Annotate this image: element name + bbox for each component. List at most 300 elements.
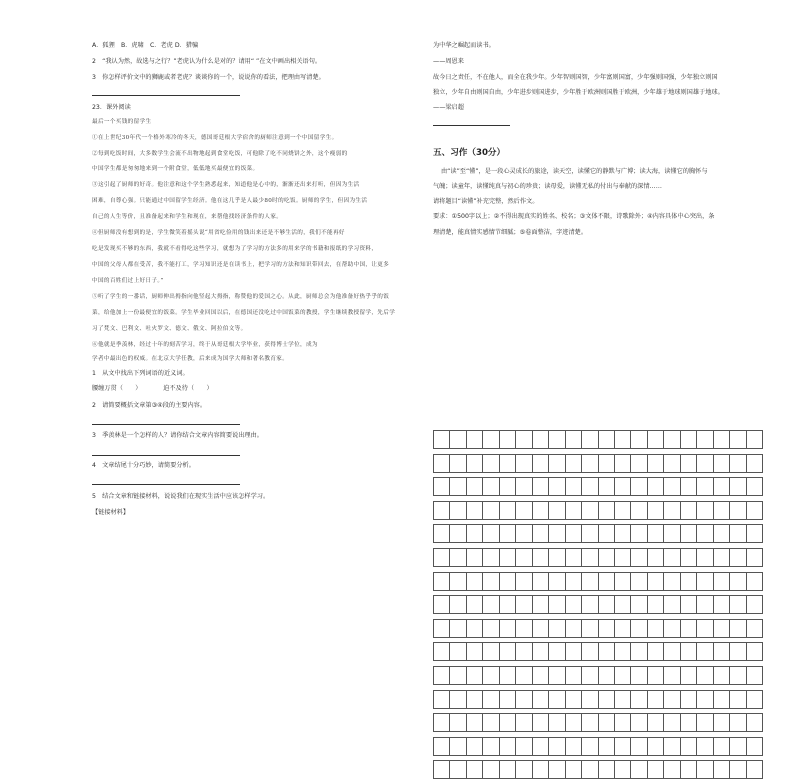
grid-cell[interactable] [483,738,499,755]
grid-cell[interactable] [747,478,763,495]
grid-cell[interactable] [450,478,466,495]
grid-cell[interactable] [714,620,730,637]
grid-cell[interactable] [615,620,631,637]
grid-cell[interactable] [681,596,697,613]
grid-cell[interactable] [533,596,549,613]
grid-cell[interactable] [730,714,746,731]
grid-cell[interactable] [450,431,466,448]
grid-cell[interactable] [599,431,615,448]
grid-cell[interactable] [483,643,499,660]
grid-cell[interactable] [549,667,565,684]
grid-cell[interactable] [582,455,598,472]
grid-cell[interactable] [566,620,582,637]
grid-cell[interactable] [516,643,532,660]
grid-cell[interactable] [681,431,697,448]
grid-cell[interactable] [730,525,746,542]
grid-cell[interactable] [467,596,483,613]
grid-cell[interactable] [500,738,516,755]
grid-cell[interactable] [549,761,565,778]
grid-cell[interactable] [631,573,647,590]
grid-cell[interactable] [533,525,549,542]
grid-cell[interactable] [434,478,450,495]
grid-cell[interactable] [483,478,499,495]
grid-cell[interactable] [599,667,615,684]
grid-cell[interactable] [483,549,499,566]
grid-cell[interactable] [664,525,680,542]
grid-cell[interactable] [730,667,746,684]
grid-cell[interactable] [615,549,631,566]
grid-cell[interactable] [450,573,466,590]
grid-cell[interactable] [582,525,598,542]
grid-cell[interactable] [615,761,631,778]
grid-cell[interactable] [450,502,466,519]
grid-cell[interactable] [697,431,713,448]
grid-cell[interactable] [483,761,499,778]
grid-cell[interactable] [549,691,565,708]
grid-cell[interactable] [516,761,532,778]
grid-cell[interactable] [434,714,450,731]
grid-cell[interactable] [467,431,483,448]
grid-cell[interactable] [500,549,516,566]
grid-cell[interactable] [582,643,598,660]
grid-cell[interactable] [516,596,532,613]
grid-cell[interactable] [730,761,746,778]
grid-cell[interactable] [450,714,466,731]
grid-cell[interactable] [631,714,647,731]
grid-cell[interactable] [582,502,598,519]
grid-cell[interactable] [664,738,680,755]
grid-cell[interactable] [467,525,483,542]
grid-cell[interactable] [434,549,450,566]
grid-cell[interactable] [566,596,582,613]
grid-cell[interactable] [714,525,730,542]
grid-cell[interactable] [697,573,713,590]
grid-cell[interactable] [631,620,647,637]
grid-cell[interactable] [516,714,532,731]
grid-cell[interactable] [566,549,582,566]
grid-cell[interactable] [615,643,631,660]
grid-cell[interactable] [549,549,565,566]
grid-cell[interactable] [533,761,549,778]
grid-cell[interactable] [483,455,499,472]
grid-cell[interactable] [467,502,483,519]
grid-cell[interactable] [631,431,647,448]
grid-cell[interactable] [467,549,483,566]
grid-cell[interactable] [599,455,615,472]
grid-cell[interactable] [664,573,680,590]
grid-cell[interactable] [697,478,713,495]
grid-cell[interactable] [681,455,697,472]
grid-cell[interactable] [582,738,598,755]
grid-cell[interactable] [697,643,713,660]
grid-cell[interactable] [483,620,499,637]
grid-cell[interactable] [681,714,697,731]
grid-cell[interactable] [747,573,763,590]
grid-cell[interactable] [664,761,680,778]
grid-cell[interactable] [549,478,565,495]
grid-cell[interactable] [747,761,763,778]
grid-cell[interactable] [516,455,532,472]
grid-cell[interactable] [483,596,499,613]
grid-cell[interactable] [714,667,730,684]
grid-cell[interactable] [697,667,713,684]
grid-cell[interactable] [434,761,450,778]
grid-cell[interactable] [500,455,516,472]
grid-cell[interactable] [599,478,615,495]
grid-cell[interactable] [714,502,730,519]
grid-cell[interactable] [730,455,746,472]
grid-cell[interactable] [434,738,450,755]
grid-cell[interactable] [615,667,631,684]
grid-cell[interactable] [664,596,680,613]
grid-cell[interactable] [615,478,631,495]
grid-cell[interactable] [714,455,730,472]
grid-cell[interactable] [566,738,582,755]
grid-cell[interactable] [549,738,565,755]
grid-cell[interactable] [648,643,664,660]
grid-cell[interactable] [714,573,730,590]
grid-cell[interactable] [747,455,763,472]
grid-cell[interactable] [533,667,549,684]
grid-cell[interactable] [599,596,615,613]
grid-cell[interactable] [533,620,549,637]
grid-cell[interactable] [599,620,615,637]
grid-cell[interactable] [450,738,466,755]
grid-cell[interactable] [631,691,647,708]
grid-cell[interactable] [747,502,763,519]
grid-cell[interactable] [434,525,450,542]
grid-cell[interactable] [549,455,565,472]
grid-cell[interactable] [747,596,763,613]
grid-cell[interactable] [549,714,565,731]
grid-cell[interactable] [582,691,598,708]
grid-cell[interactable] [697,596,713,613]
grid-cell[interactable] [714,431,730,448]
grid-cell[interactable] [615,596,631,613]
grid-cell[interactable] [450,643,466,660]
grid-cell[interactable] [434,643,450,660]
grid-cell[interactable] [434,691,450,708]
grid-cell[interactable] [467,761,483,778]
grid-cell[interactable] [566,525,582,542]
grid-cell[interactable] [714,691,730,708]
grid-cell[interactable] [467,455,483,472]
grid-cell[interactable] [664,455,680,472]
grid-cell[interactable] [434,431,450,448]
grid-cell[interactable] [500,525,516,542]
grid-cell[interactable] [631,502,647,519]
grid-cell[interactable] [566,502,582,519]
grid-cell[interactable] [516,478,532,495]
grid-cell[interactable] [697,691,713,708]
grid-cell[interactable] [599,573,615,590]
grid-cell[interactable] [681,643,697,660]
grid-cell[interactable] [500,761,516,778]
grid-cell[interactable] [434,620,450,637]
grid-cell[interactable] [631,667,647,684]
grid-cell[interactable] [648,761,664,778]
grid-cell[interactable] [434,455,450,472]
grid-cell[interactable] [664,691,680,708]
grid-cell[interactable] [681,738,697,755]
grid-cell[interactable] [631,478,647,495]
grid-cell[interactable] [549,431,565,448]
grid-cell[interactable] [615,573,631,590]
grid-cell[interactable] [467,667,483,684]
grid-cell[interactable] [582,761,598,778]
grid-cell[interactable] [631,643,647,660]
grid-cell[interactable] [730,596,746,613]
grid-cell[interactable] [549,502,565,519]
grid-cell[interactable] [500,502,516,519]
grid-cell[interactable] [599,761,615,778]
grid-cell[interactable] [500,573,516,590]
grid-cell[interactable] [566,714,582,731]
grid-cell[interactable] [533,691,549,708]
grid-cell[interactable] [648,596,664,613]
grid-cell[interactable] [582,478,598,495]
grid-cell[interactable] [730,573,746,590]
grid-cell[interactable] [648,714,664,731]
grid-cell[interactable] [599,714,615,731]
grid-cell[interactable] [747,431,763,448]
grid-cell[interactable] [681,667,697,684]
grid-cell[interactable] [467,620,483,637]
grid-cell[interactable] [681,620,697,637]
grid-cell[interactable] [730,620,746,637]
grid-cell[interactable] [664,502,680,519]
grid-cell[interactable] [533,573,549,590]
grid-cell[interactable] [500,620,516,637]
grid-cell[interactable] [582,573,598,590]
grid-cell[interactable] [434,667,450,684]
writing-grid[interactable] [433,430,763,784]
grid-cell[interactable] [714,478,730,495]
grid-cell[interactable] [450,761,466,778]
grid-cell[interactable] [599,643,615,660]
grid-cell[interactable] [648,455,664,472]
grid-cell[interactable] [533,714,549,731]
grid-cell[interactable] [566,761,582,778]
grid-cell[interactable] [599,738,615,755]
grid-cell[interactable] [467,478,483,495]
grid-cell[interactable] [599,549,615,566]
grid-cell[interactable] [697,502,713,519]
grid-cell[interactable] [516,691,532,708]
grid-cell[interactable] [483,714,499,731]
grid-cell[interactable] [664,549,680,566]
grid-cell[interactable] [450,667,466,684]
grid-cell[interactable] [533,738,549,755]
grid-cell[interactable] [549,525,565,542]
grid-cell[interactable] [566,667,582,684]
grid-cell[interactable] [648,502,664,519]
grid-cell[interactable] [615,431,631,448]
grid-cell[interactable] [747,549,763,566]
grid-cell[interactable] [533,431,549,448]
grid-cell[interactable] [566,691,582,708]
grid-cell[interactable] [582,596,598,613]
grid-cell[interactable] [549,573,565,590]
grid-cell[interactable] [549,596,565,613]
grid-cell[interactable] [582,431,598,448]
grid-cell[interactable] [582,714,598,731]
grid-cell[interactable] [631,596,647,613]
grid-cell[interactable] [500,596,516,613]
grid-cell[interactable] [500,667,516,684]
grid-cell[interactable] [730,738,746,755]
grid-cell[interactable] [450,455,466,472]
grid-cell[interactable] [615,502,631,519]
grid-cell[interactable] [582,549,598,566]
grid-cell[interactable] [714,761,730,778]
grid-cell[interactable] [566,478,582,495]
grid-cell[interactable] [483,573,499,590]
grid-cell[interactable] [516,620,532,637]
grid-cell[interactable] [697,761,713,778]
grid-cell[interactable] [681,502,697,519]
grid-cell[interactable] [467,643,483,660]
grid-cell[interactable] [566,643,582,660]
grid-cell[interactable] [434,596,450,613]
grid-cell[interactable] [582,667,598,684]
grid-cell[interactable] [681,691,697,708]
grid-cell[interactable] [730,549,746,566]
grid-cell[interactable] [467,738,483,755]
grid-cell[interactable] [599,525,615,542]
grid-cell[interactable] [747,525,763,542]
grid-cell[interactable] [516,431,532,448]
grid-cell[interactable] [697,714,713,731]
grid-cell[interactable] [648,431,664,448]
grid-cell[interactable] [450,620,466,637]
grid-cell[interactable] [500,714,516,731]
grid-cell[interactable] [516,573,532,590]
grid-cell[interactable] [450,525,466,542]
grid-cell[interactable] [730,691,746,708]
grid-cell[interactable] [533,502,549,519]
grid-cell[interactable] [697,620,713,637]
grid-cell[interactable] [747,643,763,660]
grid-cell[interactable] [648,525,664,542]
grid-cell[interactable] [500,431,516,448]
grid-cell[interactable] [747,738,763,755]
grid-cell[interactable] [483,525,499,542]
grid-cell[interactable] [747,667,763,684]
grid-cell[interactable] [714,738,730,755]
grid-cell[interactable] [648,549,664,566]
grid-cell[interactable] [516,667,532,684]
grid-cell[interactable] [533,549,549,566]
grid-cell[interactable] [648,691,664,708]
grid-cell[interactable] [714,596,730,613]
grid-cell[interactable] [483,667,499,684]
grid-cell[interactable] [631,738,647,755]
grid-cell[interactable] [747,691,763,708]
grid-cell[interactable] [730,643,746,660]
grid-cell[interactable] [483,502,499,519]
grid-cell[interactable] [664,714,680,731]
grid-cell[interactable] [467,714,483,731]
grid-cell[interactable] [566,431,582,448]
grid-cell[interactable] [697,455,713,472]
grid-cell[interactable] [450,691,466,708]
grid-cell[interactable] [664,620,680,637]
grid-cell[interactable] [450,596,466,613]
grid-cell[interactable] [747,714,763,731]
grid-cell[interactable] [434,573,450,590]
grid-cell[interactable] [730,431,746,448]
grid-cell[interactable] [516,525,532,542]
grid-cell[interactable] [648,478,664,495]
grid-cell[interactable] [681,761,697,778]
grid-cell[interactable] [714,549,730,566]
grid-cell[interactable] [697,525,713,542]
grid-cell[interactable] [648,667,664,684]
grid-cell[interactable] [599,502,615,519]
grid-cell[interactable] [500,643,516,660]
grid-cell[interactable] [549,620,565,637]
grid-cell[interactable] [681,549,697,566]
grid-cell[interactable] [533,643,549,660]
grid-cell[interactable] [516,738,532,755]
grid-cell[interactable] [747,620,763,637]
grid-cell[interactable] [582,620,598,637]
grid-cell[interactable] [615,738,631,755]
grid-cell[interactable] [681,573,697,590]
grid-cell[interactable] [483,431,499,448]
grid-cell[interactable] [467,691,483,708]
grid-cell[interactable] [566,573,582,590]
grid-cell[interactable] [615,714,631,731]
grid-cell[interactable] [648,738,664,755]
grid-cell[interactable] [648,573,664,590]
grid-cell[interactable] [714,643,730,660]
grid-cell[interactable] [681,478,697,495]
grid-cell[interactable] [697,549,713,566]
grid-cell[interactable] [533,455,549,472]
grid-cell[interactable] [631,525,647,542]
grid-cell[interactable] [615,455,631,472]
grid-cell[interactable] [714,714,730,731]
grid-cell[interactable] [631,761,647,778]
grid-cell[interactable] [500,691,516,708]
grid-cell[interactable] [664,431,680,448]
grid-cell[interactable] [566,455,582,472]
grid-cell[interactable] [599,691,615,708]
grid-cell[interactable] [615,525,631,542]
grid-cell[interactable] [434,502,450,519]
grid-cell[interactable] [516,549,532,566]
grid-cell[interactable] [500,478,516,495]
grid-cell[interactable] [631,549,647,566]
grid-cell[interactable] [615,691,631,708]
grid-cell[interactable] [631,455,647,472]
grid-cell[interactable] [450,549,466,566]
grid-cell[interactable] [730,502,746,519]
grid-cell[interactable] [648,620,664,637]
grid-cell[interactable] [730,478,746,495]
grid-cell[interactable] [697,738,713,755]
grid-cell[interactable] [516,502,532,519]
grid-cell[interactable] [467,573,483,590]
grid-cell[interactable] [681,525,697,542]
grid-cell[interactable] [664,667,680,684]
grid-cell[interactable] [664,643,680,660]
grid-cell[interactable] [664,478,680,495]
grid-cell[interactable] [549,643,565,660]
grid-cell[interactable] [483,691,499,708]
